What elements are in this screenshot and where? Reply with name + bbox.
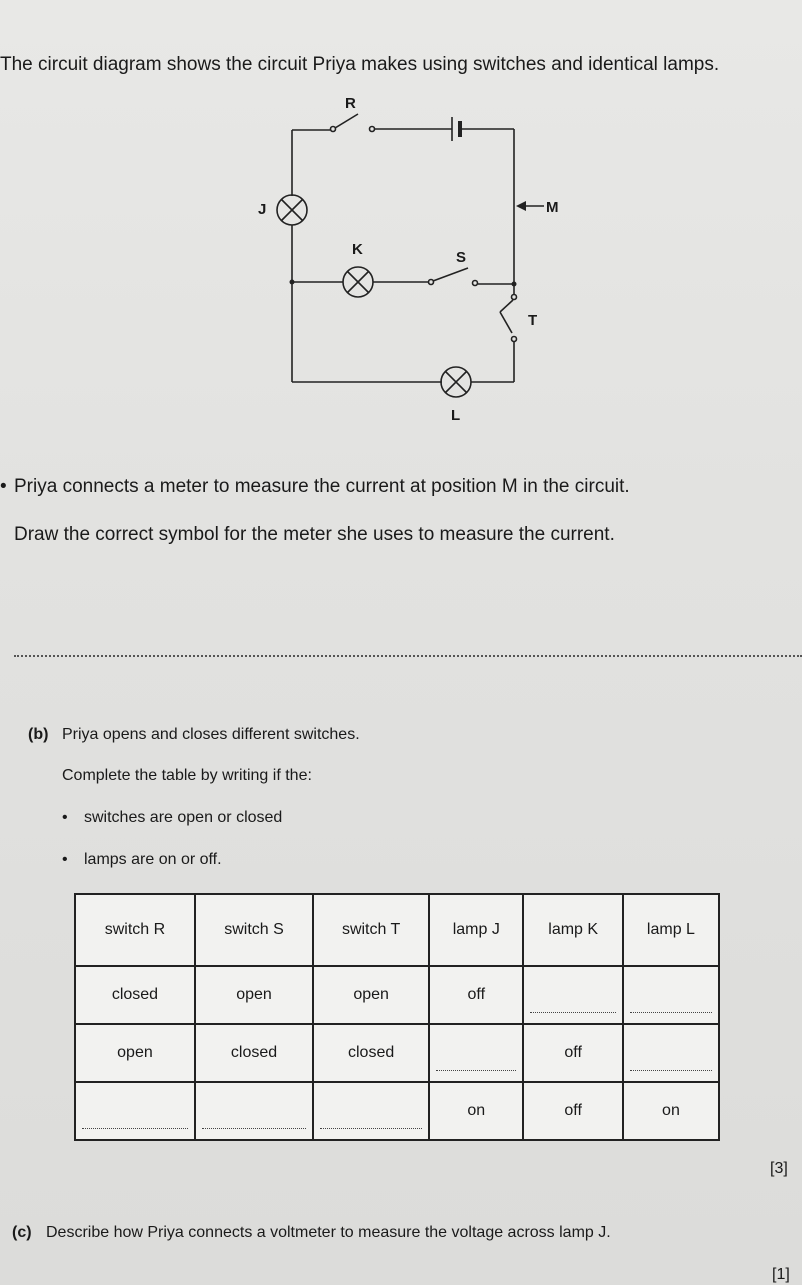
question-a-bullet: • bbox=[0, 476, 7, 497]
answer-cell-switch-s[interactable] bbox=[195, 1082, 313, 1140]
bullet-lamps: lamps are on or off. bbox=[84, 851, 222, 868]
answer-line bbox=[202, 1128, 306, 1129]
header-switch-r: switch R bbox=[75, 894, 195, 966]
question-b-instruction: Complete the table by writing if the: bbox=[62, 767, 312, 784]
question-a-line2: Draw the correct symbol for the meter she uses to measure the current. bbox=[14, 524, 615, 545]
switch-r-blade bbox=[335, 114, 358, 128]
junction-right bbox=[512, 282, 517, 287]
cell-switch-r: open bbox=[75, 1024, 195, 1082]
answer-line bbox=[630, 1070, 712, 1071]
answer-cell-lamp-l[interactable] bbox=[623, 966, 719, 1024]
results-table bbox=[74, 893, 720, 1141]
cell-switch-t: closed bbox=[313, 1024, 429, 1082]
answer-cell-lamp-j[interactable] bbox=[429, 1024, 523, 1082]
label-j: J bbox=[258, 201, 267, 218]
circuit-diagram bbox=[0, 0, 802, 470]
switch-r-contact-right bbox=[370, 127, 375, 132]
switch-t-blade bbox=[500, 300, 513, 312]
answer-cell-lamp-k[interactable] bbox=[523, 966, 622, 1024]
table-row bbox=[75, 1024, 719, 1082]
marks-c: [1] bbox=[772, 1266, 790, 1283]
cell-lamp-k: off bbox=[523, 1024, 622, 1082]
header-switch-t: switch T bbox=[313, 894, 429, 966]
bullet-dot: • bbox=[62, 851, 68, 868]
answer-line bbox=[82, 1128, 188, 1129]
label-k: K bbox=[352, 241, 363, 258]
switch-t-contact-top bbox=[512, 295, 517, 300]
question-b-label: (b) bbox=[28, 726, 49, 743]
label-r: R bbox=[345, 95, 356, 112]
bullet-switches: switches are open or closed bbox=[84, 809, 283, 826]
question-b-text: Priya opens and closes different switches. bbox=[62, 726, 360, 743]
answer-cell-switch-r[interactable] bbox=[75, 1082, 195, 1140]
cell-lamp-k: off bbox=[523, 1082, 622, 1140]
answer-cell-switch-t[interactable] bbox=[313, 1082, 429, 1140]
header-lamp-j: lamp J bbox=[429, 894, 523, 966]
cell-switch-s: open bbox=[195, 966, 313, 1024]
switch-t-blade-end bbox=[500, 312, 512, 333]
switch-t-contact-bottom bbox=[512, 337, 517, 342]
header-lamp-k: lamp K bbox=[523, 894, 622, 966]
answer-line bbox=[630, 1012, 712, 1013]
label-t: T bbox=[528, 312, 538, 329]
answer-cell-lamp-l[interactable] bbox=[623, 1024, 719, 1082]
switch-s-contact-right bbox=[473, 281, 478, 286]
marks-b: [3] bbox=[770, 1160, 788, 1177]
m-arrow-head bbox=[516, 201, 526, 211]
header-switch-s: switch S bbox=[195, 894, 313, 966]
cell-lamp-l: on bbox=[623, 1082, 719, 1140]
question-c-label: (c) bbox=[12, 1224, 32, 1241]
answer-line bbox=[436, 1070, 516, 1071]
answer-line-a[interactable] bbox=[14, 655, 802, 657]
label-m: M bbox=[546, 199, 559, 216]
answer-line bbox=[530, 1012, 615, 1013]
cell-switch-s: closed bbox=[195, 1024, 313, 1082]
cell-lamp-j: off bbox=[429, 966, 523, 1024]
intro-text: The circuit diagram shows the circuit Priya makes using switches and identical lamps. bbox=[0, 54, 720, 75]
cell-lamp-j: on bbox=[429, 1082, 523, 1140]
switch-s-blade bbox=[433, 268, 468, 281]
table-row bbox=[75, 1082, 719, 1140]
cell-switch-t: open bbox=[313, 966, 429, 1024]
question-c-text: Describe how Priya connects a voltmeter to measure the voltage across lamp J. bbox=[46, 1224, 611, 1241]
label-l: L bbox=[451, 407, 461, 424]
table-header-row bbox=[75, 894, 719, 966]
bullet-dot: • bbox=[62, 809, 68, 826]
answer-line bbox=[320, 1128, 422, 1129]
cell-switch-r: closed bbox=[75, 966, 195, 1024]
junction-left bbox=[290, 280, 295, 285]
table-row bbox=[75, 966, 719, 1024]
label-s: S bbox=[456, 249, 467, 266]
question-a-line1: Priya connects a meter to measure the current at position M in the circuit. bbox=[14, 476, 630, 497]
header-lamp-l: lamp L bbox=[623, 894, 719, 966]
